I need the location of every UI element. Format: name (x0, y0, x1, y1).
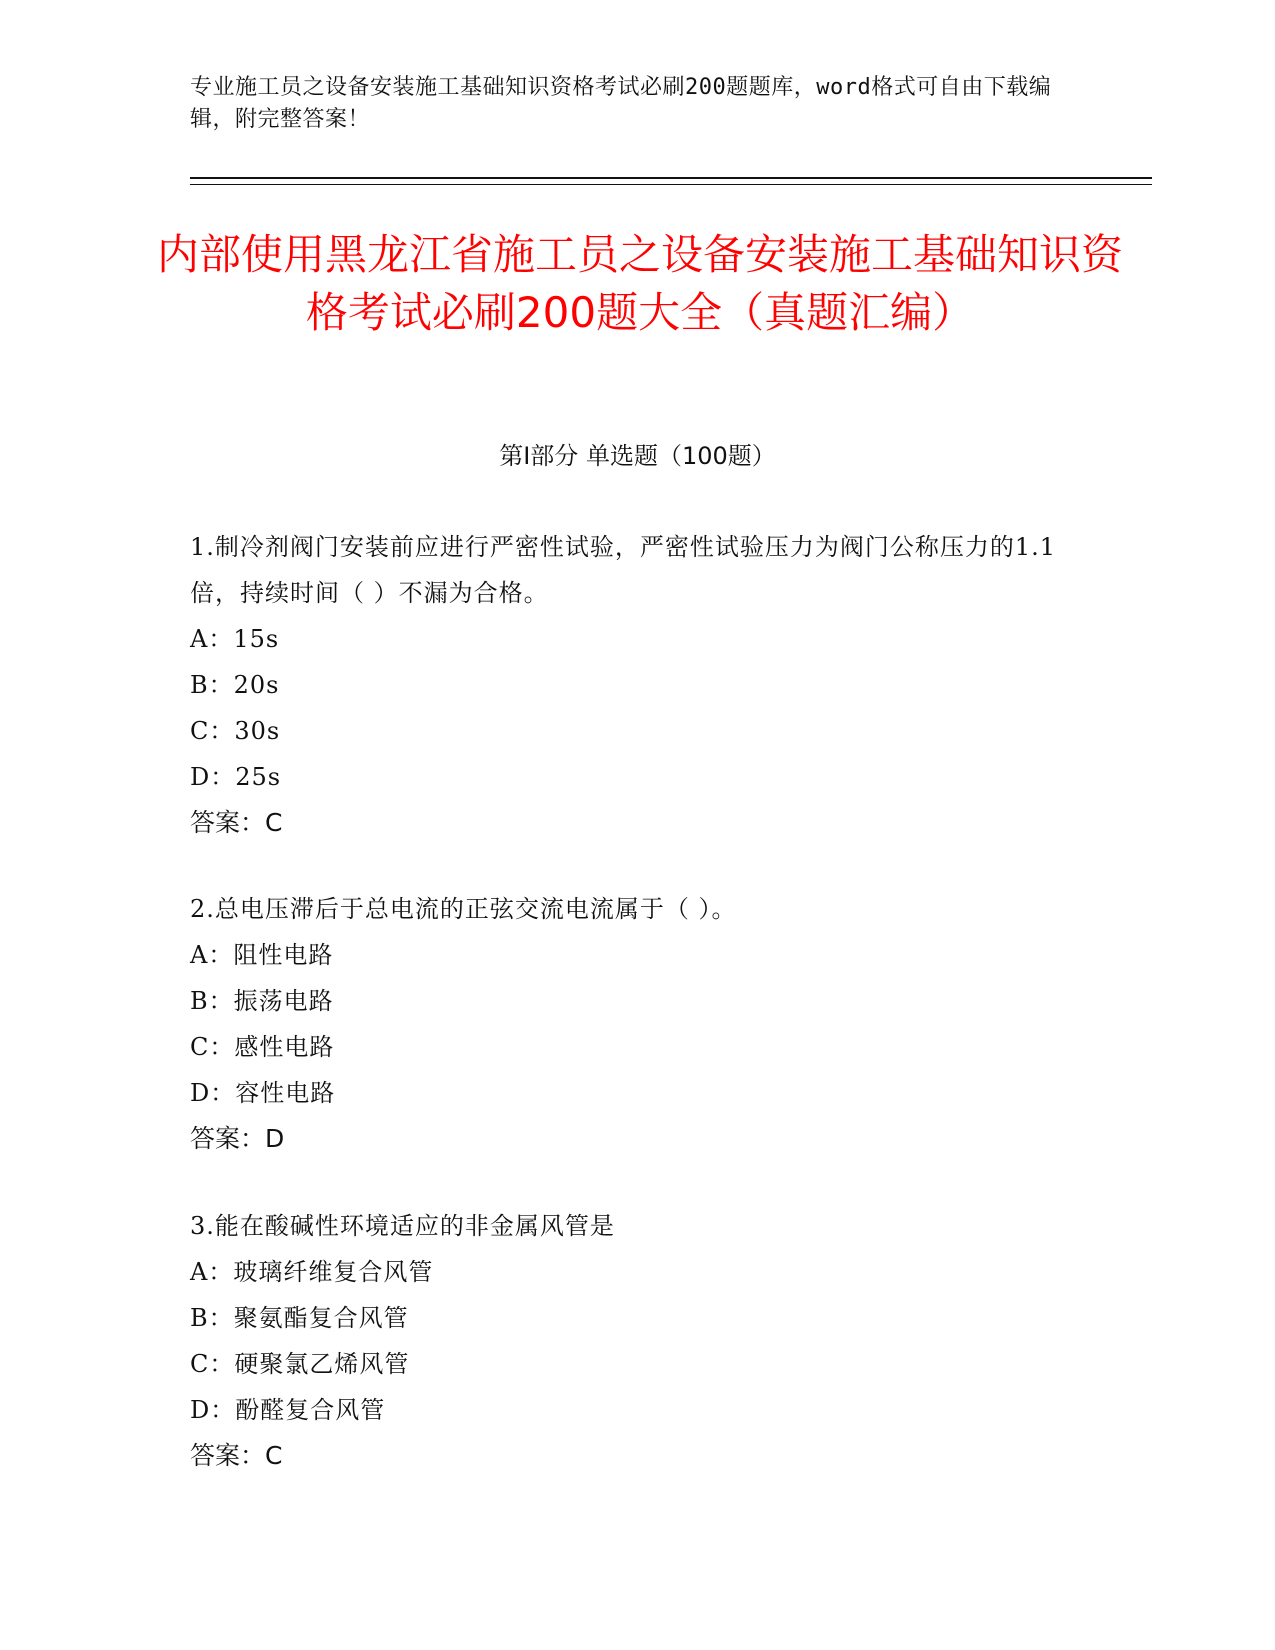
option-c: C：感性电路 (190, 1033, 335, 1061)
option-d: D：25s (190, 763, 282, 791)
question-text: 1.制冷剂阀门安装前应进行严密性试验，严密性试验压力为阀门公称压力的1.1倍，持续时间（ ）不漏为合格。 (190, 533, 1057, 607)
option-d: D：酚醛复合风管 (190, 1396, 386, 1424)
option-b: B：20s (190, 671, 280, 699)
option-c: C：30s (190, 717, 281, 745)
option-d: D：容性电路 (190, 1079, 336, 1107)
answer-line: 答案：C (190, 808, 283, 837)
header-rule-thin (190, 184, 1152, 185)
question-2 (190, 886, 1090, 1162)
question-text: 2.总电压滞后于总电流的正弦交流电流属于（ ）。 (190, 895, 737, 923)
option-a: A：玻璃纤维复合风管 (190, 1258, 434, 1286)
option-b: B：聚氨酯复合风管 (190, 1304, 409, 1332)
document-title: 内部使用黑龙江省施工员之设备安装施工基础知识资格考试必刷200题大全（真题汇编） (156, 230, 1123, 337)
option-b: B：振荡电路 (190, 987, 334, 1015)
option-a: A：阻性电路 (190, 941, 334, 969)
question-1 (190, 524, 1090, 846)
header-note: 专业施工员之设备安装施工基础知识资格考试必刷200题题库，word格式可自由下载编辑，附完整答案！ (190, 75, 1052, 132)
answer-line: 答案：C (190, 1441, 283, 1470)
option-a: A：15s (190, 625, 280, 653)
question-text: 3.能在酸碱性环境适应的非金属风管是 (190, 1212, 615, 1240)
section-heading: 第I部分 单选题（100题） (499, 442, 776, 470)
question-3 (190, 1203, 1090, 1479)
option-c: C：硬聚氯乙烯风管 (190, 1350, 410, 1378)
answer-line: 答案：D (190, 1124, 285, 1153)
header-rule-thick (190, 177, 1152, 179)
